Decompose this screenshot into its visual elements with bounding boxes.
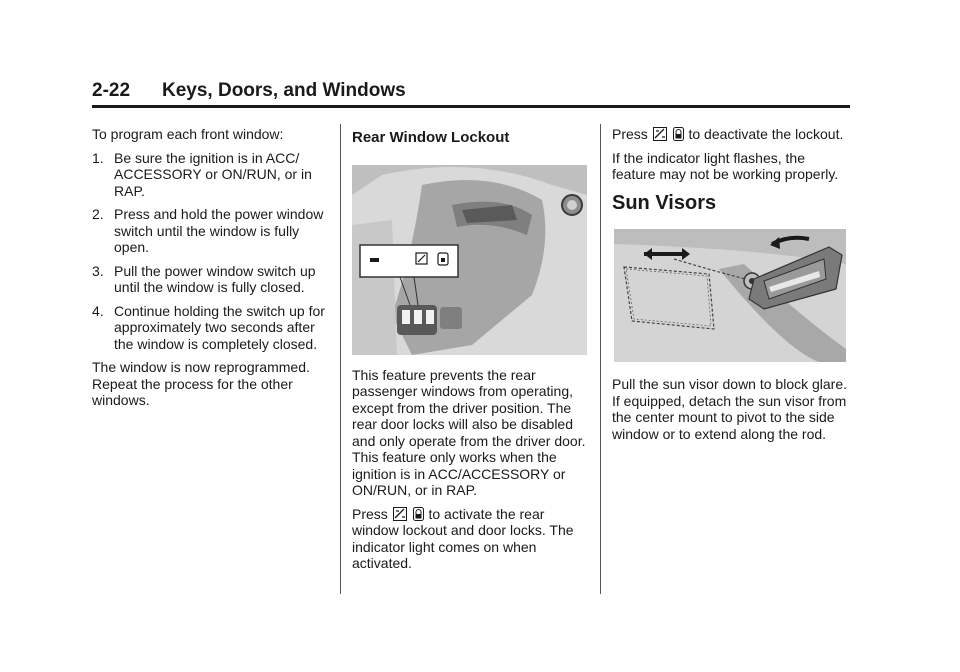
activate-instruction bbox=[352, 506, 592, 572]
press-word: Press bbox=[612, 126, 648, 142]
step-text: Press and hold the power window switch until the window is fully open. bbox=[114, 206, 324, 255]
press-word: Press bbox=[352, 505, 388, 522]
step-number: 2. bbox=[92, 206, 104, 222]
door-lock-icon bbox=[413, 507, 424, 521]
door-panel-illustration bbox=[352, 165, 587, 355]
program-outro: The window is now reprogrammed. Repeat the process for the other windows. bbox=[92, 359, 310, 408]
window-lockout-icon bbox=[653, 127, 667, 141]
step-item bbox=[92, 303, 332, 353]
step-text: Be sure the ignition is in ACC/ ACCESSORY or ON/RUN, or in RAP. bbox=[114, 149, 312, 199]
column-3 bbox=[612, 126, 852, 449]
lockout-description: This feature prevents the rear passenger windows from operating, except from the driver position. The rear door locks will also be disabled and only operate from the driver door. This feature only works when the ignition is in ACC/ACCESSORY or ON/RUN, or in RAP. bbox=[352, 366, 586, 498]
program-intro: To program each front window: bbox=[92, 126, 284, 142]
program-steps bbox=[92, 150, 332, 353]
page-header bbox=[92, 80, 850, 108]
column-divider bbox=[340, 124, 341, 594]
column-1 bbox=[92, 126, 332, 416]
column-divider bbox=[600, 124, 601, 594]
step-item bbox=[92, 150, 332, 200]
step-text: Continue holding the switch up for approximately two seconds after the window is completely closed. bbox=[114, 302, 325, 352]
activate-text: to activate the rear window lockout and door locks. The indicator light comes on when activated. bbox=[352, 505, 574, 571]
step-number: 3. bbox=[92, 262, 104, 279]
step-item bbox=[92, 206, 332, 256]
deactivate-instruction bbox=[612, 126, 852, 143]
door-lock-icon bbox=[673, 127, 684, 141]
step-number: 4. bbox=[92, 302, 104, 319]
indicator-note: If the indicator light flashes, the feature may not be working properly. bbox=[612, 149, 839, 182]
page-number: 2-22 bbox=[92, 80, 131, 101]
sun-visor-description: Pull the sun visor down to block glare. If equipped, detach the sun visor from the center mount to pivot to the side window or to extend along the rod. bbox=[612, 376, 848, 442]
step-text: Pull the power window switch up until the window is fully closed. bbox=[114, 262, 316, 295]
sun-visors-heading: Sun Visors bbox=[612, 191, 717, 214]
sun-visor-illustration bbox=[614, 229, 846, 362]
step-item bbox=[92, 263, 332, 296]
header-rule bbox=[92, 105, 850, 108]
section-title: Keys, Doors, and Windows bbox=[162, 80, 406, 101]
rear-window-lockout-heading: Rear Window Lockout bbox=[352, 129, 510, 146]
deactivate-text: to deactivate the lockout. bbox=[688, 126, 844, 142]
window-lockout-icon bbox=[393, 507, 407, 521]
column-2 bbox=[352, 126, 592, 579]
step-number: 1. bbox=[92, 149, 104, 166]
